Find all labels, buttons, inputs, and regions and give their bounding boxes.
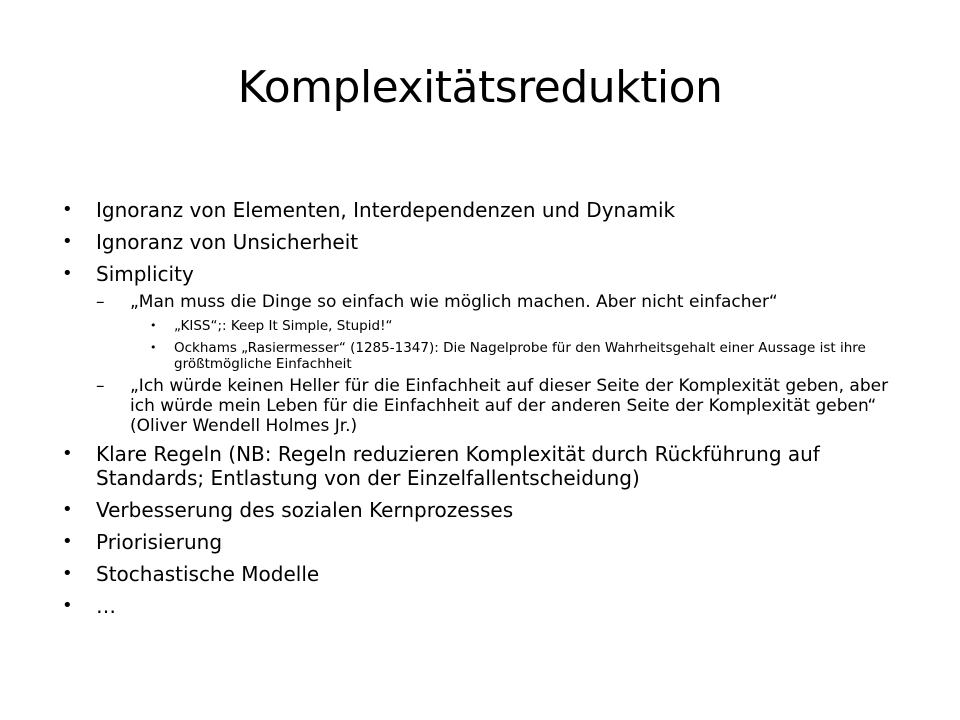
slide-body xyxy=(62,198,902,626)
sub-bullet-text: „Man muss die Dinge so einfach wie möglich machen. Aber nicht einfacher“ xyxy=(130,292,778,312)
bullet-item xyxy=(62,442,902,490)
bullet-icon: • xyxy=(62,531,73,552)
bullet-icon: • xyxy=(62,563,73,584)
sub-bullet-item xyxy=(96,376,902,436)
bullet-text: Stochastische Modelle xyxy=(96,562,320,586)
bullet-text: Priorisierung xyxy=(96,530,223,554)
sub-sub-bullet-item xyxy=(150,318,902,334)
bullet-icon: • xyxy=(62,443,73,464)
bullet-icon: • xyxy=(62,231,73,252)
bullet-item xyxy=(62,262,902,286)
sub-bullet-item xyxy=(96,292,902,312)
bullet-icon: • xyxy=(150,319,157,332)
bullet-item xyxy=(62,594,902,618)
bullet-icon: • xyxy=(150,341,157,354)
bullet-item xyxy=(62,562,902,586)
bullet-icon: • xyxy=(62,199,73,220)
bullet-text: Ignoranz von Unsicherheit xyxy=(96,230,359,254)
bullet-text: Verbesserung des sozialen Kernprozesses xyxy=(96,498,514,522)
bullet-icon: • xyxy=(62,263,73,284)
sub-sub-bullet-text: „KISS“;: Keep It Simple, Stupid!“ xyxy=(174,318,393,334)
dash-icon: – xyxy=(96,376,105,396)
bullet-text: Klare Regeln (NB: Regeln reduzieren Komplexität durch Rückführung auf Standards; Entlastung von der Einzelfallentscheidung) xyxy=(96,442,820,490)
bullet-item xyxy=(62,530,902,554)
sub-bullet-text: „Ich würde keinen Heller für die Einfachheit auf dieser Seite der Komplexität geben, aber ich würde mein Leben für die Einfachheit auf der anderen Seite der Komplexität geben“ (Oliver Wendell Holmes Jr.) xyxy=(130,376,889,436)
bullet-item xyxy=(62,198,902,222)
sub-sub-bullet-text: Ockhams „Rasiermesser“ (1285-1347): Die Nagelprobe für den Wahrheitsgehalt einer Aussage ist ihre größtmögliche Einfachheit xyxy=(174,340,866,372)
bullet-item xyxy=(62,498,902,522)
dash-icon: – xyxy=(96,292,105,312)
bullet-text: Simplicity xyxy=(96,262,194,286)
bullet-icon: • xyxy=(62,595,73,616)
bullet-text: Ignoranz von Elementen, Interdependenzen und Dynamik xyxy=(96,198,676,222)
bullet-item xyxy=(62,230,902,254)
bullet-icon: • xyxy=(62,499,73,520)
bullet-text: … xyxy=(96,594,116,618)
sub-sub-bullet-item xyxy=(150,340,902,372)
slide-title: Komplexitätsreduktion xyxy=(237,62,723,113)
